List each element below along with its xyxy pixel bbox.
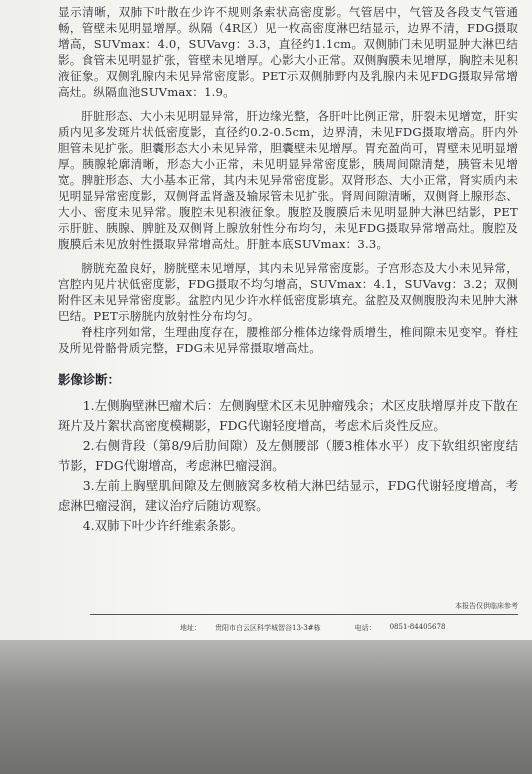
findings-spine-paragraph: 脊柱序列如常，生理曲度存在，腰椎部分椎体边缘骨质增生，椎间隙未见变窄。脊柱及所见骨骼骨质完整，FDG未见异常摄取增高灶。: [58, 325, 518, 355]
diagnosis-item-4: 4.双肺下叶少许纤维索条影。: [82, 518, 244, 533]
address-text: 贵阳市白云区科学城智谷13-3#栋: [215, 624, 321, 632]
contact-line: [90, 623, 518, 633]
address-label: 地址：: [180, 624, 201, 632]
clinical-reference-note: 本报告仅供临床参考: [455, 602, 518, 610]
findings-chest-paragraph: 显示清晰，双肺下叶散在少许不规则条索状高密度影。气管居中，气管及各段支气管通畅，管壁未见明显增厚。纵隔（4R区）见一枚高密度淋巴结显示，边界不清，FDG摄取增高，SUVmax：4.0，SUVavg：3.3，直径约1.1cm。双侧肺门未见明显肿大淋巴结影。食管未见明显扩张，管壁未见增厚。心影大小正常。双侧胸膜未见增厚，胸腔未见积液征象。双侧乳腺内未见异常密度影。PET示双侧肺野内及乳腺内未见FDG摄取异常增高灶。纵隔血池SUVmax：1.9。: [58, 5, 518, 99]
phone-label: 电话：: [354, 624, 376, 632]
phone-number: 0851-84405678: [389, 623, 446, 631]
findings-pelvis-paragraph: 膀胱充盈良好，膀胱壁未见增厚，其内未见异常密度影。子宫形态及大小未见异常，宫腔内见片状低密度影，FDG摄取不均匀增高，SUVmax：4.1，SUVavg：3.2；双侧附件区未见异常密度影。盆腔内见少许水样低密度影填充。盆腔及双侧腹股沟未见肿大淋巴结。PET示膀胱内放射性分布均匀。: [58, 261, 518, 323]
diagnosis-heading: 影像诊断：: [58, 372, 120, 387]
diagnosis-item-2: 2.右侧背段（第8/9后肋间隙）及左侧腰部（腰3椎体水平）皮下软组织密度结节影，FDG代谢增高，考虑淋巴瘤浸润。: [58, 438, 518, 473]
report-body: [58, 4, 518, 536]
diagnosis-item-1: 1.左侧胸壁淋巴瘤术后：左侧胸壁术区未见肿瘤残余；术区皮肤增厚并皮下散在斑片及片絮状高密度模糊影，FDG代谢轻度增高，考虑术后炎性反应。: [58, 398, 518, 433]
findings-abdomen-paragraph: 肝脏形态、大小未见明显异常，肝边缘光整，各肝叶比例正常，肝裂未见增宽，肝实质内见多发斑片状低密度影，直径约0.2-0.5cm，边界清，未见FDG摄取增高。肝内外胆管未见扩张。胆囊形态大小未见异常，胆囊壁未见增厚。胃充盈尚可，胃壁未见明显增厚。胰腺轮廓清晰，形态大小正常，未见明显异常密度影，胰周间隙清楚，胰管未见增宽。脾脏形态、大小基本正常，其内未见异常密度影。双肾形态、大小正常，肾实质内未见明显异常密度影，双侧肾盂肾盏及输尿管未见扩张。肾周间隙清晰，双侧肾上腺形态、大小、密度未见异常。腹腔未见积液征象。腹腔及腹膜后未见明显肿大淋巴结影，PET示肝脏、胰腺、脾脏及双侧肾上腺放射性分布均匀，未见FDG摄取异常增高灶。腹腔及腹膜后未见放射性摄取异常增高灶。肝脏本底SUVmax：3.3。: [58, 109, 518, 251]
report-footer: [90, 601, 518, 633]
background-surface: [0, 640, 532, 774]
diagnosis-item-3: 3.左前上胸壁肌间隙及左侧腋窝多枚稍大淋巴结显示，FDG代谢轻度增高，考虑淋巴瘤浸润，建议治疗后随访观察。: [58, 478, 518, 513]
footer-divider: [90, 614, 518, 615]
